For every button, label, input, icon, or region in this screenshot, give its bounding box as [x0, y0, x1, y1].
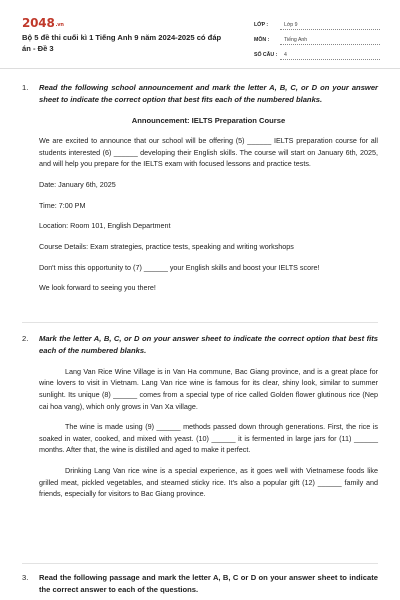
question-body	[39, 333, 378, 500]
meta-row-class	[254, 15, 380, 30]
question-number: 2.	[22, 334, 29, 343]
section-divider	[22, 322, 378, 323]
header-divider	[0, 68, 400, 69]
passage-paragraph: Lang Van Rice Wine Village is in Van Ha commune, Bac Giang province, and is a great place for wine lovers to visit in Vietnam. Lang Van rice wine is famous for its clear, shiny look, similar to summer sunlight. Its unique (8) ______ comes from a special type of rice called Golden flower glutinous rice (Nep cai hoa vang), which only grows in Van Xa village.	[39, 366, 378, 411]
logo-text: 2048	[22, 16, 55, 30]
question-number: 3.	[22, 573, 29, 582]
question-instruction: Mark the letter A, B, C, or D on your answer sheet to indicate the correct option that best fits each of the numbered blanks.	[39, 334, 378, 355]
section-divider	[22, 563, 378, 564]
meta-row-subject	[254, 30, 380, 45]
question-1	[22, 82, 378, 294]
document-header	[0, 0, 400, 64]
question-instruction: Read the following passage and mark the letter A, B, C or D on your answer sheet to indicate the correct answer to each of the questions.	[39, 573, 378, 594]
logo-suffix: .vn	[55, 22, 64, 28]
question-number: 1.	[22, 83, 29, 92]
detail-time: Time: 7:00 PM	[39, 200, 86, 210]
question-body	[39, 82, 378, 294]
detail-location: Location: Room 101, English Department	[39, 221, 171, 231]
meta-label: SỐ CÂU :	[254, 52, 278, 59]
meta-label: MÔN :	[254, 37, 270, 44]
question-3	[22, 572, 378, 596]
detail-date: Date: January 6th, 2025	[39, 179, 116, 189]
meta-value: 4	[280, 50, 380, 60]
document-title: Bộ 5 đề thi cuối kì 1 Tiếng Anh 9 năm 2024-2025 có đáp án - Đề 3	[22, 33, 222, 53]
passage-paragraph: We are excited to announce that our school will be offering (5) ______ IELTS preparation course for all students interested (6) ______ developing their English skills. The course will start on January 6th, 2025, and will help you prepare for the IELTS exam with focused lessons and practice tests.	[39, 135, 378, 169]
passage-closing: We look forward to seeing you there!	[39, 283, 156, 293]
meta-row-count	[254, 45, 380, 60]
announcement-title: Announcement: IELTS Preparation Course	[131, 115, 286, 125]
meta-label: LỚP :	[254, 22, 269, 29]
question-2	[22, 333, 378, 500]
passage-paragraph: The wine is made using (9) ______ methods passed down through generations. First, the rice is soaked in water, cooked, and mixed with yeast. (10) ______ it is fermented in large jars for (11) ______ months. After that, the wine is distilled and aged to make it perfect.	[39, 422, 378, 455]
question-body	[39, 572, 378, 596]
detail-course: Course Details: Exam strategies, practice tests, speaking and writing workshops	[39, 241, 294, 251]
meta-box	[254, 15, 380, 60]
meta-value: Tiếng Anh	[280, 35, 380, 45]
site-logo[interactable]	[22, 14, 64, 32]
passage-paragraph: Drinking Lang Van rice wine is a special experience, as it goes well with Vietnamese foods like grilled meat, pickled vegetables, and steamed sticky rice. It's also a popular gift (12) ______ family and friends, especially for visitors to Bac Giang province.	[39, 466, 378, 499]
meta-value: Lớp 9	[280, 20, 380, 30]
question-instruction: Read the following school announcement and mark the letter A, B, C, or D on your answer sheet to indicate the correct option that best fits each of the numbered blanks.	[39, 83, 378, 104]
passage-paragraph: Don't miss this opportunity to (7) ______ your English skills and boost your IELTS score!	[39, 262, 320, 272]
